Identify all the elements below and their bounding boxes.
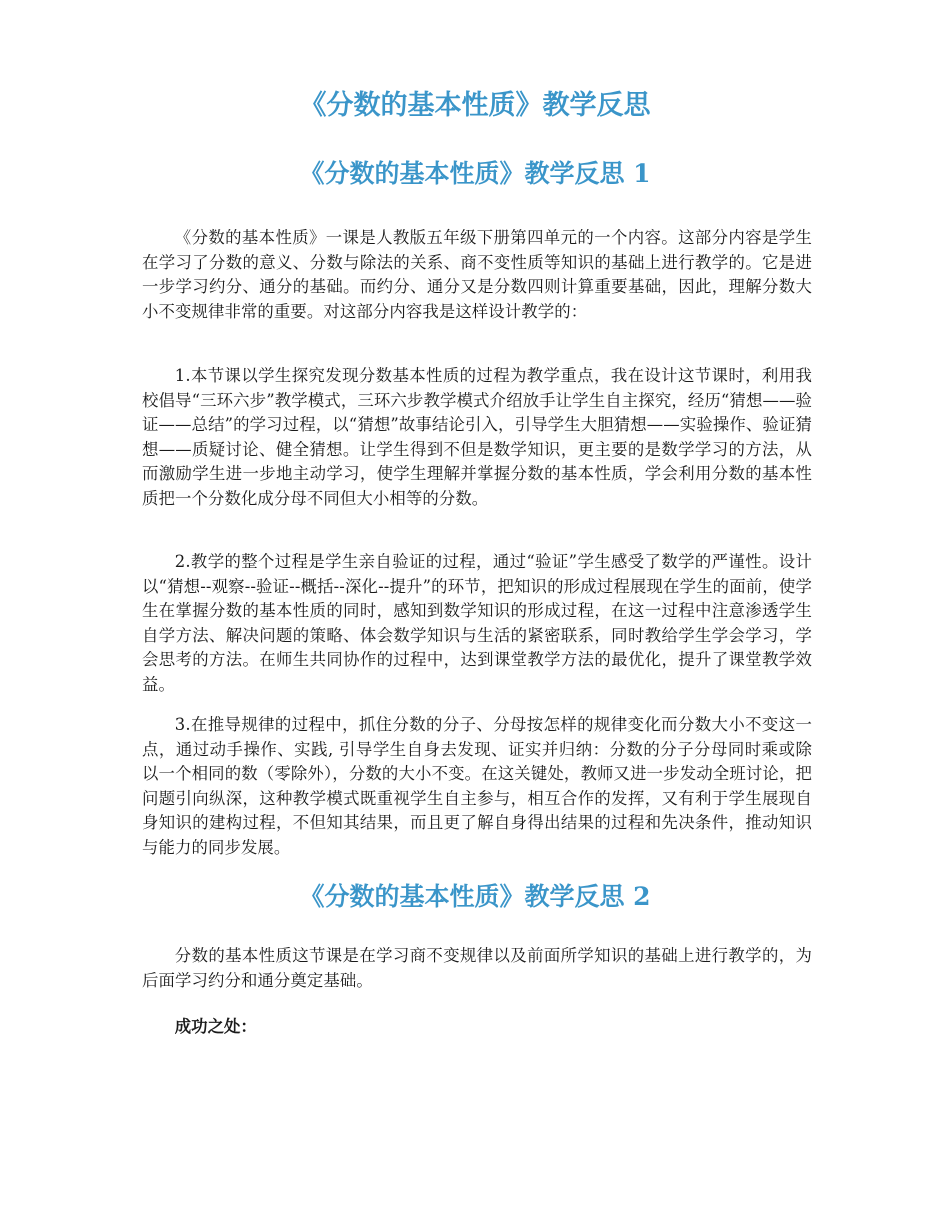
section-2-paragraph-intro: 分数的基本性质这节课是在学习商不变规律以及前面所学知识的基础上进行教学的，为后面学习约分和通分奠定基础。 xyxy=(142,946,812,990)
section-2-heading: 《分数的基本性质》教学反思 2 xyxy=(299,882,651,911)
section-1-paragraph-point-2: 2.教学的整个过程是学生亲自验证的过程，通过“验证”学生感受了数学的严谨性。设计以“猜想--观察--验证--概括--深化--提升”的环节，把知识的形成过程展现在学生的面前，使学生在掌握分数的基本性质的同时，感知到数学知识的形成过程，在这一过程中注意渗透学生自学方法、解决问题的策略、体会数学知识与生活的紧密联系，同时教给学生学会学习，学会思考的方法。在师生共同协作的过程中，达到课堂教学方法的最优化，提升了课堂教学效益。 xyxy=(142,552,812,694)
section-1-paragraph-point-3: 3.在推导规律的过程中，抓住分数的分子、分母按怎样的规律变化而分数大小不变这一点，通过动手操作、实践, 引导学生自身去发现、证实并归纳：分数的分子分母同时乘或除以一个相同的数（零除外），分数的大小不变。在这关键处，教师又进一步发动全班讨论，把问题引向纵深，这种教学模式既重视学生自主参与，相互合作的发挥，又有利于学生展现自身知识的建构过程，不但知其结果，而且更了解自身得出结果的过程和先决条件，推动知识与能力的同步发展。 xyxy=(142,715,812,857)
document-title: 《分数的基本性质》教学反思 xyxy=(299,90,651,121)
section-1-paragraph-point-1: 1.本节课以学生探究发现分数基本性质的过程为教学重点，我在设计这节课时，利用我校倡导“三环六步”教学模式，三环六步教学模式介绍放手让学生自主探究，经历“猜想——验证——总结”的学习过程，以“猜想”故事结论引入，引导学生大胆猜想——实验操作、验证猜想——质疑讨论、健全猜想。让学生得到不但是数学知识，更主要的是数学学习的方法，从而激励学生进一步地主动学习，使学生理解并掌握分数的基本性质，学会利用分数的基本性质把一个分数化成分母不同但大小相等的分数。 xyxy=(142,366,812,508)
section-2-subheading-successes: 成功之处： xyxy=(174,1017,257,1036)
section-1-paragraph-intro: 《分数的基本性质》一课是人教版五年级下册第四单元的一个内容。这部分内容是学生在学习了分数的意义、分数与除法的关系、商不变性质等知识的基础上进行教学的。它是进一步学习约分、通分的基础。而约分、通分又是分数四则计算重要基础，因此，理解分数大小不变规律非常的重要。对这部分内容我是这样设计教学的： xyxy=(142,228,812,321)
section-1-heading: 《分数的基本性质》教学反思 1 xyxy=(299,159,651,188)
